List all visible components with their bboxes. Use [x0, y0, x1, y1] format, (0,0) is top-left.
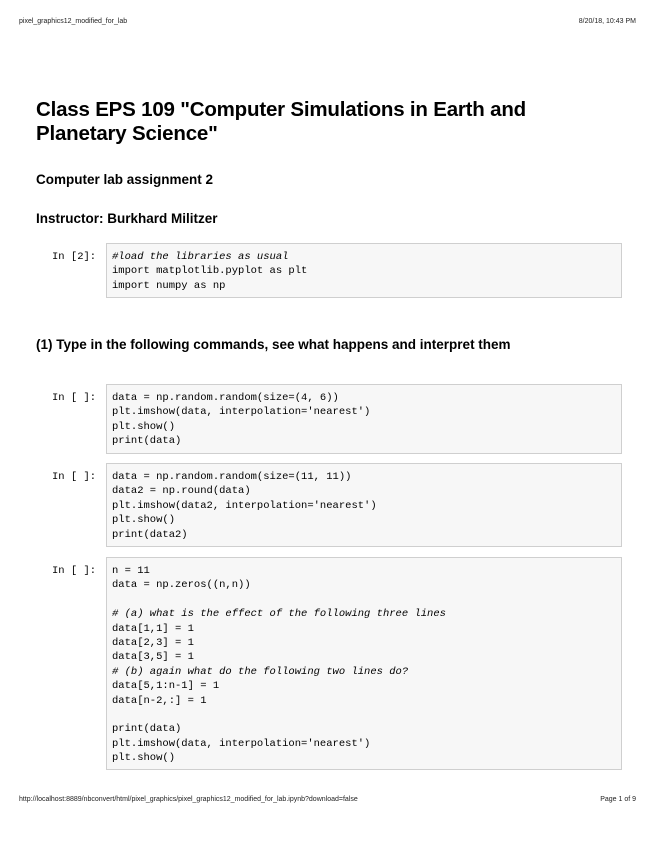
code-line: plt.imshow(data, interpolation='nearest') — [112, 737, 371, 750]
print-header-timestamp: 8/20/18, 10:43 PM — [578, 18, 636, 25]
cell-prompt: In [ ]: — [52, 392, 97, 404]
code-line: plt.show() — [112, 514, 176, 527]
print-footer — [19, 796, 636, 803]
code-line: data[n-2,:] = 1 — [112, 694, 207, 707]
code-comment-line: #load the libraries as usual — [112, 251, 289, 263]
cell-prompt: In [ ]: — [52, 471, 97, 483]
code-comment-line: # (a) what is the effect of the following three lines — [112, 608, 446, 621]
code-input-area[interactable] — [106, 557, 622, 770]
code-line: data = np.zeros((n,n)) — [112, 579, 251, 592]
code-input-area[interactable] — [106, 243, 622, 298]
code-line — [112, 593, 617, 607]
code-comment-line: # (b) again what do the following two lines do? — [112, 665, 409, 678]
code-line: data[3,5] = 1 — [112, 651, 194, 664]
print-header — [19, 18, 636, 25]
assignment-subtitle: Computer lab assignment 2 — [36, 172, 214, 187]
code-line: import numpy as np — [112, 279, 226, 292]
code-line: data[2,3] = 1 — [112, 636, 194, 649]
code-line: plt.show() — [112, 420, 176, 433]
code-line: plt.show() — [112, 752, 176, 765]
print-header-filename: pixel_graphics12_modified_for_lab — [19, 18, 128, 25]
code-input-area[interactable] — [106, 463, 622, 547]
code-line: print(data2) — [112, 528, 188, 541]
code-line: print(data) — [112, 723, 182, 736]
code-line: data2 = np.round(data) — [112, 485, 251, 498]
section-1-heading: (1) Type in the following commands, see what happens and interpret them — [36, 337, 511, 352]
code-line: data = np.random.random(size=(4, 6)) — [112, 392, 339, 404]
code-line: data[1,1] = 1 — [112, 622, 194, 635]
code-line: import matplotlib.pyplot as plt — [112, 265, 308, 278]
code-line: data = np.random.random(size=(11, 11)) — [112, 471, 352, 483]
cell-prompt: In [2]: — [52, 251, 97, 263]
page-title: Class EPS 109 "Computer Simulations in Earth and Planetary Science" — [36, 98, 526, 145]
code-line: data[5,1:n-1] = 1 — [112, 680, 220, 693]
code-line: n = 11 — [112, 565, 150, 577]
instructor-heading: Instructor: Burkhard Militzer — [36, 211, 218, 226]
cell-prompt: In [ ]: — [52, 565, 97, 577]
code-input-area[interactable] — [106, 384, 622, 454]
code-line: plt.imshow(data, interpolation='nearest') — [112, 406, 371, 419]
code-line: print(data) — [112, 435, 182, 448]
print-footer-url: http://localhost:8889/nbconvert/html/pixel_graphics/pixel_graphics12_modified_for_lab.ipynb?download=false — [19, 796, 358, 803]
print-footer-page-number: Page 1 of 9 — [600, 796, 636, 803]
code-line: plt.imshow(data2, interpolation='nearest') — [112, 499, 377, 512]
code-line — [112, 708, 617, 722]
